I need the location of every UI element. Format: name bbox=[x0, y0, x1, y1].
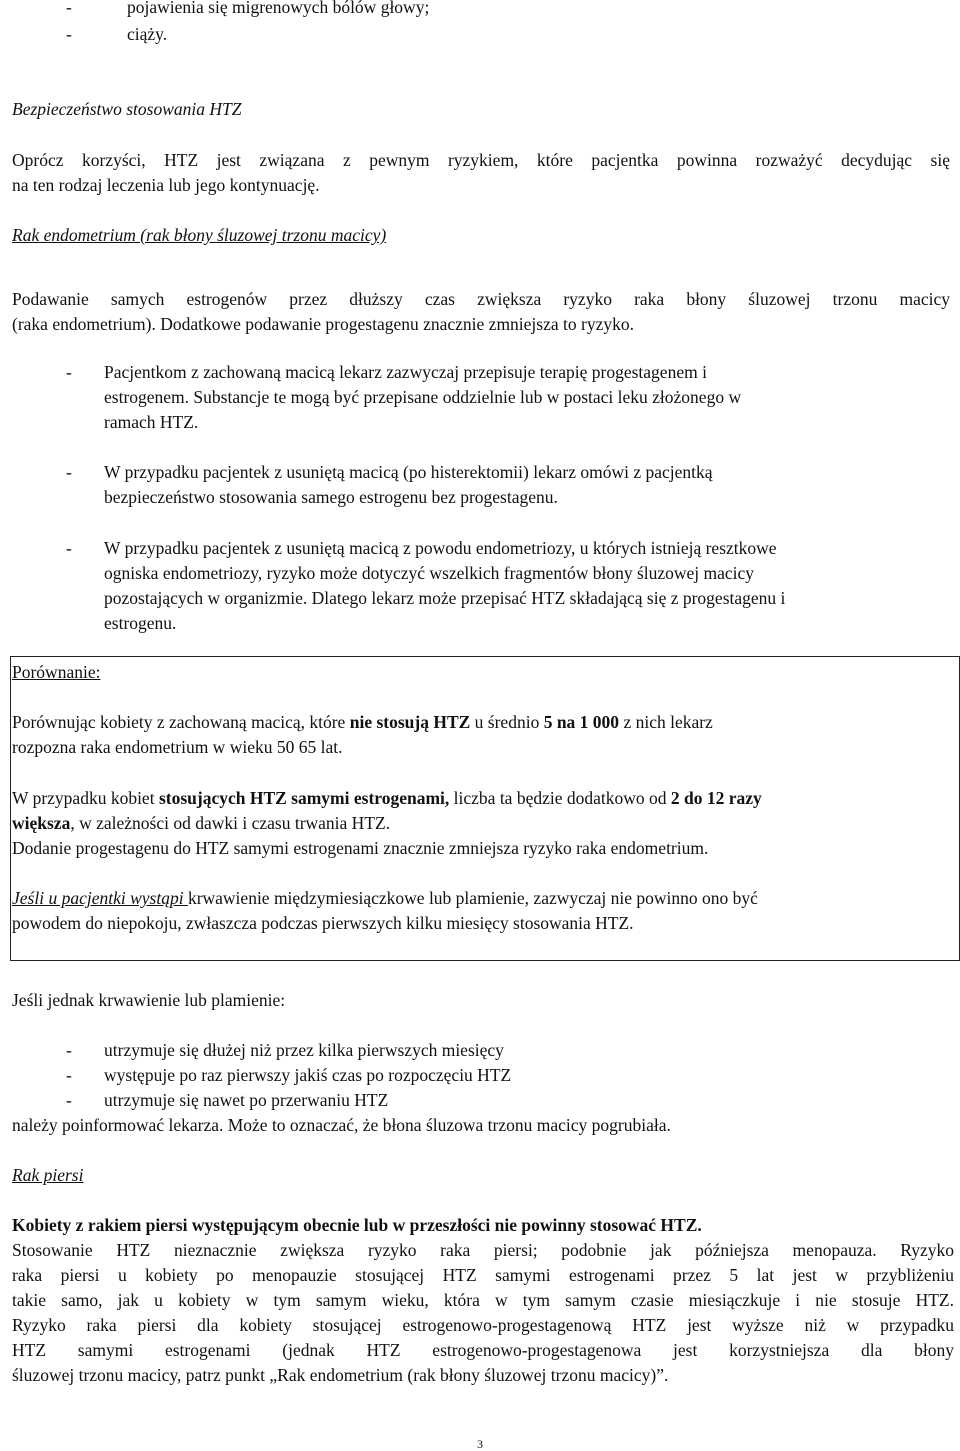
paragraph-line: Dodanie progestagenu do HTZ samymi estrogenami znacznie zmniejsza ryzyko raka endometrium. bbox=[12, 838, 709, 858]
paragraph-line: Porównując kobiety z zachowaną macicą, które nie stosują HTZ u średnio 5 na 1 000 z nich lekarz bbox=[12, 712, 713, 732]
section-heading: Bezpieczeństwo stosowania HTZ bbox=[12, 99, 242, 119]
bullet-line: W przypadku pacjentek z usuniętą macicą (po histerektomii) lekarz omówi z pacjentką bbox=[104, 462, 713, 482]
bullet-line: W przypadku pacjentek z usuniętą macicą z powodu endometriozy, u których istnieją resztkowe bbox=[104, 538, 777, 558]
paragraph-line: takie samo, jak u kobiety w tym samym wieku, która w tym samym czasie miesiączkuje i nie stosuje HTZ. bbox=[12, 1290, 954, 1310]
paragraph-line: Podawanie samych estrogenów przez dłuższy czas zwiększa ryzyko raka błony śluzowej trzonu macicy bbox=[12, 289, 950, 309]
paragraph-line: na ten rodzaj leczenia lub jego kontynuację. bbox=[12, 175, 320, 195]
paragraph-line: Oprócz korzyści, HTZ jest związana z pewnym ryzykiem, które pacjentka powinna rozważyć decydując się bbox=[12, 150, 950, 170]
bullet-line: estrogenu. bbox=[104, 613, 177, 633]
list-item: ciąży. bbox=[127, 24, 168, 44]
bullet-dash: - bbox=[66, 1065, 72, 1085]
bullet-line: bezpieczeństwo stosowania samego estrogenu bez progestagenu. bbox=[104, 487, 558, 507]
paragraph-line: raka piersi u kobiety po menopauzie stosującej HTZ samymi estrogenami przez 5 lat jest w przybliżeniu bbox=[12, 1265, 954, 1285]
paragraph-line: rozpozna raka endometrium w wieku 50 65 lat. bbox=[12, 737, 343, 757]
bullet-line: pozostających w organizmie. Dlatego lekarz może przepisać HTZ składającą się z progestagenu i bbox=[104, 588, 786, 608]
paragraph-line: Jeśli jednak krwawienie lub plamienie: bbox=[12, 990, 286, 1010]
paragraph-line: (raka endometrium). Dodatkowe podawanie progestagenu znacznie zmniejsza to ryzyko. bbox=[12, 314, 634, 334]
paragraph-line: Stosowanie HTZ nieznacznie zwiększa ryzyko raka piersi; podobnie jak późniejsza menopauza. Ryzyko bbox=[12, 1240, 954, 1260]
list-item: pojawienia się migrenowych bólów głowy; bbox=[127, 0, 430, 17]
paragraph-line: śluzowej trzonu macicy, patrz punkt „Rak endometrium (rak błony śluzowej trzonu macicy)”. bbox=[12, 1365, 669, 1385]
list-item: utrzymuje się nawet po przerwaniu HTZ bbox=[104, 1090, 389, 1110]
bullet-dash: - bbox=[66, 0, 72, 17]
paragraph-line: W przypadku kobiet stosujących HTZ samymi estrogenami, liczba ta będzie dodatkowo od 2 do 12 razy bbox=[12, 788, 762, 808]
list-item: utrzymuje się dłużej niż przez kilka pierwszych miesięcy bbox=[104, 1040, 504, 1060]
bullet-dash: - bbox=[66, 1040, 72, 1060]
page-number: 3 bbox=[477, 1437, 483, 1451]
paragraph-line: HTZ samymi estrogenami (jednak HTZ estrogenowo-progestagenowa jest korzystniejsza dla błony bbox=[12, 1340, 954, 1360]
paragraph-line: większa, w zależności od dawki i czasu trwania HTZ. bbox=[12, 813, 391, 833]
paragraph-line: należy poinformować lekarza. Może to oznaczać, że błona śluzowa trzonu macicy pogrubiała. bbox=[12, 1115, 671, 1135]
bullet-line: estrogenem. Substancje te mogą być przepisane oddzielnie lub w postaci leku złożonego w bbox=[104, 387, 742, 407]
bullet-dash: - bbox=[66, 538, 72, 558]
paragraph-line: Jeśli u pacjentki wystąpi krwawienie międzymiesiączkowe lub plamienie, zazwyczaj nie powinno ono być bbox=[12, 888, 758, 908]
paragraph-line: Ryzyko raka piersi dla kobiety stosującej estrogenowo-progestagenową HTZ jest wyższe niż w przypadku bbox=[12, 1315, 954, 1335]
subsection-heading: Rak endometrium (rak błony śluzowej trzonu macicy) bbox=[12, 225, 387, 245]
comparison-label: Porównanie: bbox=[12, 662, 101, 682]
bullet-line: Pacjentkom z zachowaną macicą lekarz zazwyczaj przepisuje terapię progestagenem i bbox=[104, 362, 707, 382]
bullet-line: ramach HTZ. bbox=[104, 412, 199, 432]
bullet-dash: - bbox=[66, 1090, 72, 1110]
list-item: występuje po raz pierwszy jakiś czas po rozpoczęciu HTZ bbox=[104, 1065, 512, 1085]
bullet-line: ogniska endometriozy, ryzyko może dotyczyć wszelkich fragmentów błony śluzowej macicy bbox=[104, 563, 755, 583]
bold-warning: Kobiety z rakiem piersi występującym obecnie lub w przeszłości nie powinny stosować HTZ. bbox=[12, 1215, 702, 1235]
bullet-dash: - bbox=[66, 462, 72, 482]
subsection-heading: Rak piersi bbox=[12, 1165, 84, 1185]
paragraph-line: powodem do niepokoju, zwłaszcza podczas pierwszych kilku miesięcy stosowania HTZ. bbox=[12, 913, 634, 933]
bullet-dash: - bbox=[66, 24, 72, 44]
bullet-dash: - bbox=[66, 362, 72, 382]
